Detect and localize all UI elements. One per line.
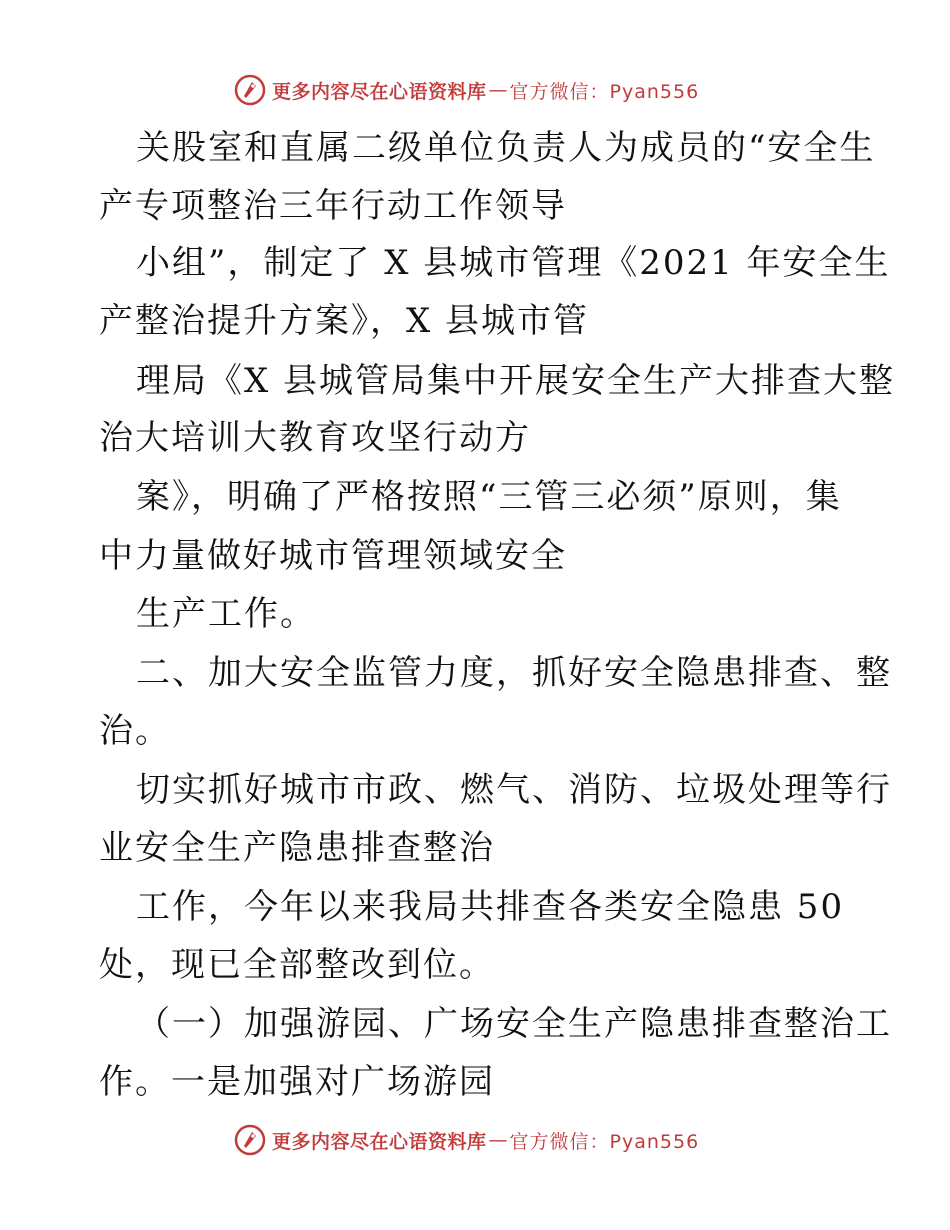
body-line: 中力量做好城市管理领域安全 — [99, 536, 567, 576]
footer-watermark — [234, 1123, 699, 1157]
watermark-separator: — — [488, 1129, 508, 1151]
body-line: 业安全生产隐患排查整治 — [99, 828, 495, 868]
watermark-text: 更多内容尽在心语资料库 — [272, 1130, 487, 1153]
watermark-separator: — — [488, 79, 508, 101]
body-line: 关股室和直属二级单位负责人为成员的“安全生 — [136, 128, 876, 168]
pen-nib-logo-icon — [234, 1124, 266, 1156]
body-line: 工作，今年以来我局共排查各类安全隐患 50 — [136, 887, 845, 927]
body-line: 治大培训大教育攻坚行动方 — [99, 418, 531, 458]
section-heading: 治。 — [99, 711, 171, 751]
body-line: 小组”，制定了 X 县城市管理《2021 年安全生 — [136, 243, 891, 283]
body-line: 理局《X 县城管局集中开展安全生产大排查大整 — [136, 361, 896, 401]
body-line: 案》，明确了严格按照“三管三必须”原则，集 — [136, 477, 842, 517]
header-watermark — [234, 73, 699, 107]
body-line: 产专项整治三年行动工作领导 — [99, 186, 567, 226]
watermark-contact: 官方微信：Pyan556 — [509, 80, 700, 103]
watermark-text: 更多内容尽在心语资料库 — [272, 80, 487, 103]
body-line: 产整治提升方案》，X 县城市管 — [99, 301, 590, 341]
section-heading: 二、加大安全监管力度，抓好安全隐患排查、整 — [136, 653, 892, 693]
body-line: 切实抓好城市市政、燃气、消防、垃圾处理等行 — [136, 770, 892, 810]
pen-nib-logo-icon — [234, 74, 266, 106]
watermark-contact: 官方微信：Pyan556 — [509, 1130, 700, 1153]
body-line: 生产工作。 — [136, 594, 316, 634]
body-line: 处，现已全部整改到位。 — [99, 945, 495, 985]
body-line: 作。一是加强对广场游园 — [99, 1062, 495, 1102]
subsection-heading: （一）加强游园、广场安全生产隐患排查整治工 — [136, 1004, 892, 1044]
